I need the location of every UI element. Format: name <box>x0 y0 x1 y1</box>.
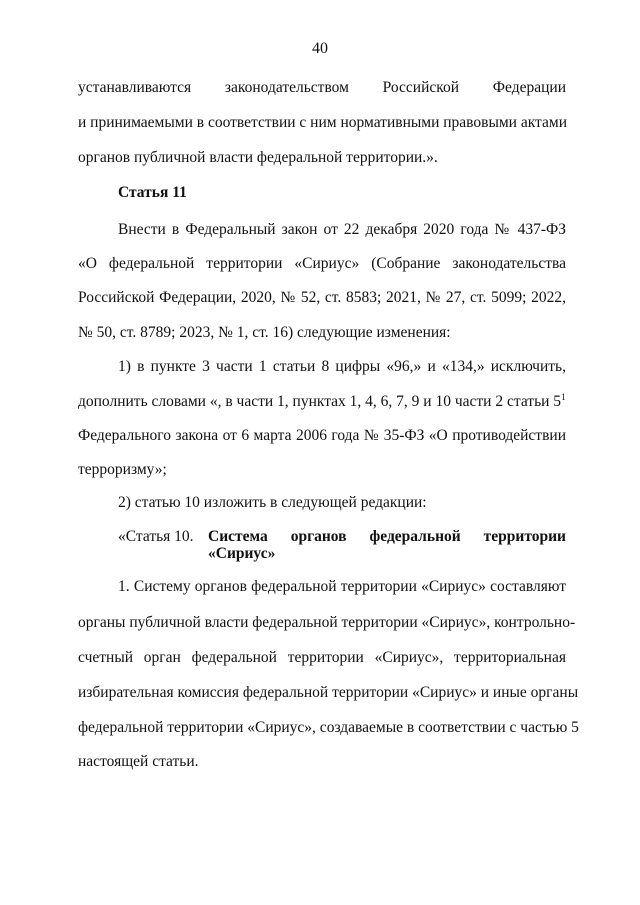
text-line: № 50, ст. 8789; 2023, № 1, ст. 16) следующие изменения: <box>78 324 451 341</box>
text-line: избирательная комиссия федеральной территории «Сириус» и иные органы <box>78 684 579 701</box>
text-line: 2) статью 10 изложить в следующей редакции: <box>118 494 427 511</box>
text-line: органы публичной власти федеральной территории «Сириус», контрольно- <box>78 614 576 631</box>
text-span: дополнить словами «, в части 1, пунктах 1, 4, 6, 7, 9 и 10 части 2 статьи 5 <box>78 393 562 410</box>
text-line: федеральной территории «Сириус», создаваемые в соответствии с частью 5 <box>78 719 579 736</box>
page-number: 40 <box>312 40 328 57</box>
text-line: Внести в Федеральный закон от 22 декабря 2020 года № 437-ФЗ <box>118 221 566 238</box>
text-line: 1) в пункте 3 части 1 статьи 8 цифры «96,» и «134,» исключить, <box>118 358 566 375</box>
text-line: терроризму»; <box>78 461 167 478</box>
text-line: Российской Федерации, 2020, № 52, ст. 8583; 2021, № 27, ст. 5099; 2022, <box>78 289 566 306</box>
text-line: настоящей статьи. <box>78 753 199 770</box>
text-line: Федерального закона от 6 марта 2006 года № 35-ФЗ «О противодействии <box>78 427 566 444</box>
text-line: и принимаемыми в соответствии с ним нормативными правовыми актами <box>78 114 568 131</box>
article-10-title: Система органов федеральной территории <box>208 528 566 545</box>
article-10-title-continued: «Сириус» <box>208 545 276 562</box>
article-11-heading: Статья 11 <box>118 184 187 201</box>
superscript: 1 <box>561 391 566 402</box>
text-line: 1. Систему органов федеральной территории «Сириус» составляют <box>118 578 566 595</box>
text-line: органов публичной власти федеральной территории.». <box>78 149 438 166</box>
text-line: «О федеральной территории «Сириус» (Собрание законодательства <box>78 255 566 272</box>
article-10-prefix: «Статья 10. <box>118 528 194 545</box>
text-line: счетный орган федеральной территории «Сириус», территориальная <box>78 649 566 666</box>
text-line <box>78 392 566 412</box>
text-line: устанавливаются законодательством Российской Федерации <box>78 79 566 96</box>
